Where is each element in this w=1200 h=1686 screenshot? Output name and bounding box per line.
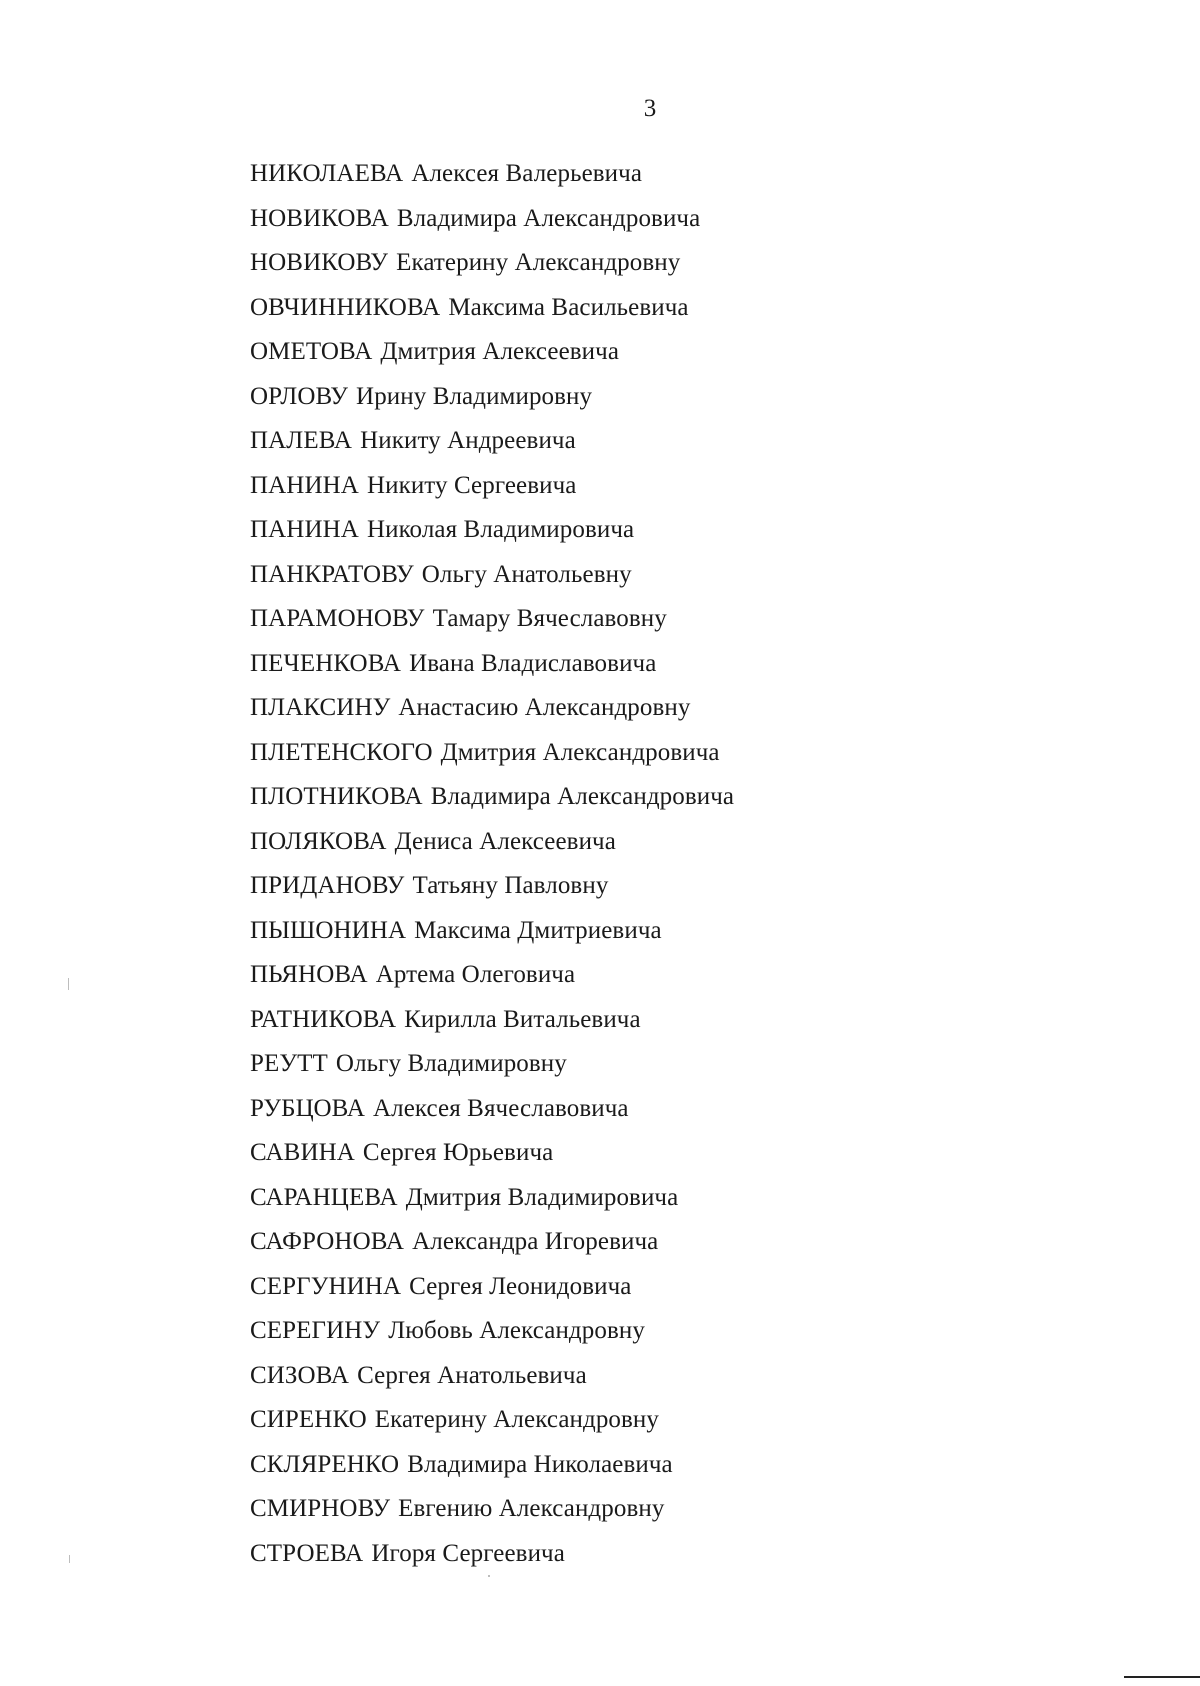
surname: ПАНИНА [250,516,359,543]
given-names: Тамару Вячеславовну [432,605,667,632]
surname: ПАНИНА [250,471,359,499]
given-names: Екатерину Александровну [374,1406,660,1433]
list-item [250,998,870,1043]
given-names: Ольгу Владимировну [335,1050,567,1077]
surname: НОВИКОВУ [250,249,389,276]
surname: СИЗОВА [250,1361,350,1389]
given-names: Дмитрия Александровича [440,738,720,766]
name-list [250,152,870,1576]
given-names: Сергея Анатольевича [357,1361,587,1389]
list-item [250,642,870,687]
given-names: Александра Игоревича [412,1228,659,1255]
given-names: Максима Дмитриевича [414,916,662,944]
surname: ОРЛОВУ [250,382,349,410]
list-item [250,864,870,909]
list-item [250,1265,870,1310]
given-names: Артема Олеговича [375,961,576,988]
surname: САВИНА [250,1139,355,1166]
list-item [250,1398,870,1443]
surname: ОМЕТОВА [250,338,373,365]
given-names: Сергея Леонидовича [409,1272,632,1300]
list-item [250,1131,870,1176]
given-names: Николая Владимировича [366,516,635,543]
surname: ПЛАКСИНУ [250,694,391,721]
surname: РЕУТТ [250,1050,328,1077]
given-names: Кирилла Витальевича [404,1005,641,1033]
surname: СТРОЕВА [250,1539,364,1567]
given-names: Владимира Александровича [430,783,735,810]
given-names: Татьяну Павловну [412,872,609,899]
surname: СКЛЯРЕНКО [250,1450,400,1478]
given-names: Ивана Владиславовича [409,649,657,677]
surname: ПАЛЕВА [250,427,353,454]
list-item [250,286,870,331]
given-names: Алексея Валерьевича [411,160,643,187]
list-item [250,464,870,509]
list-item [250,330,870,375]
given-names: Никиту Андреевича [360,427,576,454]
list-item [250,1087,870,1132]
surname: РУБЦОВА [250,1094,365,1122]
list-item [250,1220,870,1265]
list-item [250,553,870,598]
given-names: Ольгу Анатольевну [421,560,632,588]
list-item [250,375,870,420]
given-names: Екатерину Александровну [396,249,681,276]
surname: НОВИКОВА [250,204,389,232]
bottom-rule [1124,1676,1200,1678]
surname: ПЛОТНИКОВА [250,783,423,810]
list-item [250,953,870,998]
given-names: Алексея Вячеславовича [372,1094,629,1122]
list-item [250,597,870,642]
list-item [250,1443,870,1488]
surname: ОВЧИННИКОВА [250,293,441,321]
surname: САФРОНОВА [250,1228,405,1255]
list-item [250,419,870,464]
given-names: Сергея Юрьевича [362,1139,554,1166]
surname: ПЕЧЕНКОВА [250,649,402,677]
list-item [250,1354,870,1399]
given-names: Никиту Сергеевича [366,471,577,499]
given-names: Игоря Сергеевича [371,1539,565,1567]
surname: САРАНЦЕВА [250,1183,398,1211]
page-number: 3 [643,95,657,122]
scan-speck [68,978,69,990]
given-names: Ирину Владимировну [356,382,593,410]
surname: СИРЕНКО [250,1406,367,1433]
given-names: Максима Васильевича [448,293,689,321]
given-names: Анастасию Александровну [398,694,691,721]
scan-speck [69,1555,70,1563]
list-item [250,1309,870,1354]
surname: ПЫШОНИНА [250,916,407,944]
list-item [250,731,870,776]
list-item [250,1042,870,1087]
surname: ПАНКРАТОВУ [250,560,414,588]
surname: РАТНИКОВА [250,1005,397,1033]
given-names: Евгению Александровну [398,1495,665,1522]
surname: ПЛЕТЕНСКОГО [250,738,433,766]
list-item [250,508,870,553]
surname: СМИРНОВУ [250,1495,391,1522]
list-item [250,1532,870,1577]
list-item [250,820,870,865]
given-names: Дениса Алексеевича [394,827,616,855]
surname: НИКОЛАЕВА [250,160,404,187]
given-names: Дмитрия Алексеевича [380,338,620,365]
given-names: Владимира Николаевича [407,1450,673,1478]
given-names: Владимира Александровича [396,204,701,232]
list-item [250,775,870,820]
surname: ПЬЯНОВА [250,961,368,988]
scan-speck [488,1575,490,1577]
surname: СЕРЕГИНУ [250,1317,381,1344]
surname: ПРИДАНОВУ [250,872,405,899]
list-item [250,1487,870,1532]
list-item [250,909,870,954]
given-names: Дмитрия Владимировича [405,1183,679,1211]
list-item [250,686,870,731]
surname: СЕРГУНИНА [250,1272,402,1300]
list-item [250,1176,870,1221]
list-item [250,197,870,242]
surname: ПАРАМОНОВУ [250,605,425,632]
surname: ПОЛЯКОВА [250,827,387,855]
given-names: Любовь Александровну [388,1317,645,1344]
list-item [250,241,870,286]
list-item [250,152,870,197]
